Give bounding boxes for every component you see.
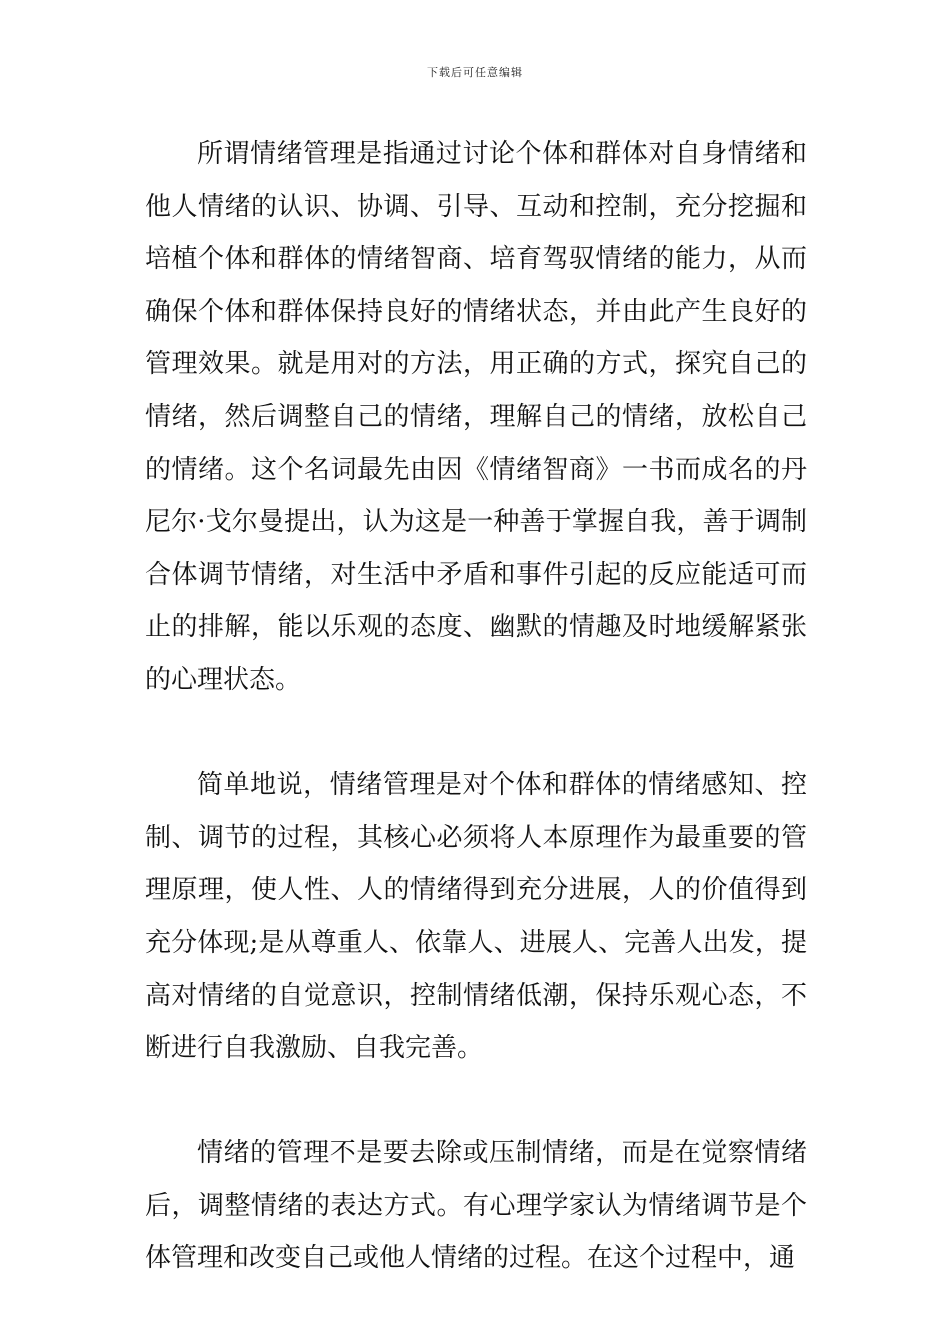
paragraph-simple-explanation: 简单地说，情绪管理是对个体和群体的情绪感知、控制、调节的过程，其核心必须将人本原理作为最重要的管理原理，使人性、人的情绪得到充分进展，人的价值得到充分体现;是从尊重人、依靠人、进展人、完善人出发，提高对情绪的自觉意识，控制情绪低潮，保持乐观心态，不断进行自我激励、自我完善。 bbox=[145, 770, 807, 1064]
document-body bbox=[145, 128, 807, 1285]
header-note: 下载后可任意编辑 bbox=[427, 66, 523, 79]
paragraph-emotion-regulation: 情绪的管理不是要去除或压制情绪，而是在觉察情绪后，调整情绪的表达方式。有心理学家认为情绪调节是个体管理和改变自己或他人情绪的过程。在这个过程中，通 bbox=[145, 1138, 807, 1274]
paragraph-emotion-management-definition: 所谓情绪管理是指通过讨论个体和群体对自身情绪和他人情绪的认识、协调、引导、互动和控制，充分挖掘和培植个体和群体的情绪智商、培育驾驭情绪的能力，从而确保个体和群体保持良好的情绪状态，并由此产生良好的管理效果。就是用对的方法，用正确的方式，探究自己的情绪，然后调整自己的情绪，理解自己的情绪，放松自己的情绪。这个名词最先由因《情绪智商》一书而成名的丹尼尔·戈尔曼提出，认为这是一种善于掌握自我，善于调制合体调节情绪，对生活中矛盾和事件引起的反应能适可而止的排解，能以乐观的态度、幽默的情趣及时地缓解紧张的心理状态。 bbox=[145, 139, 807, 695]
